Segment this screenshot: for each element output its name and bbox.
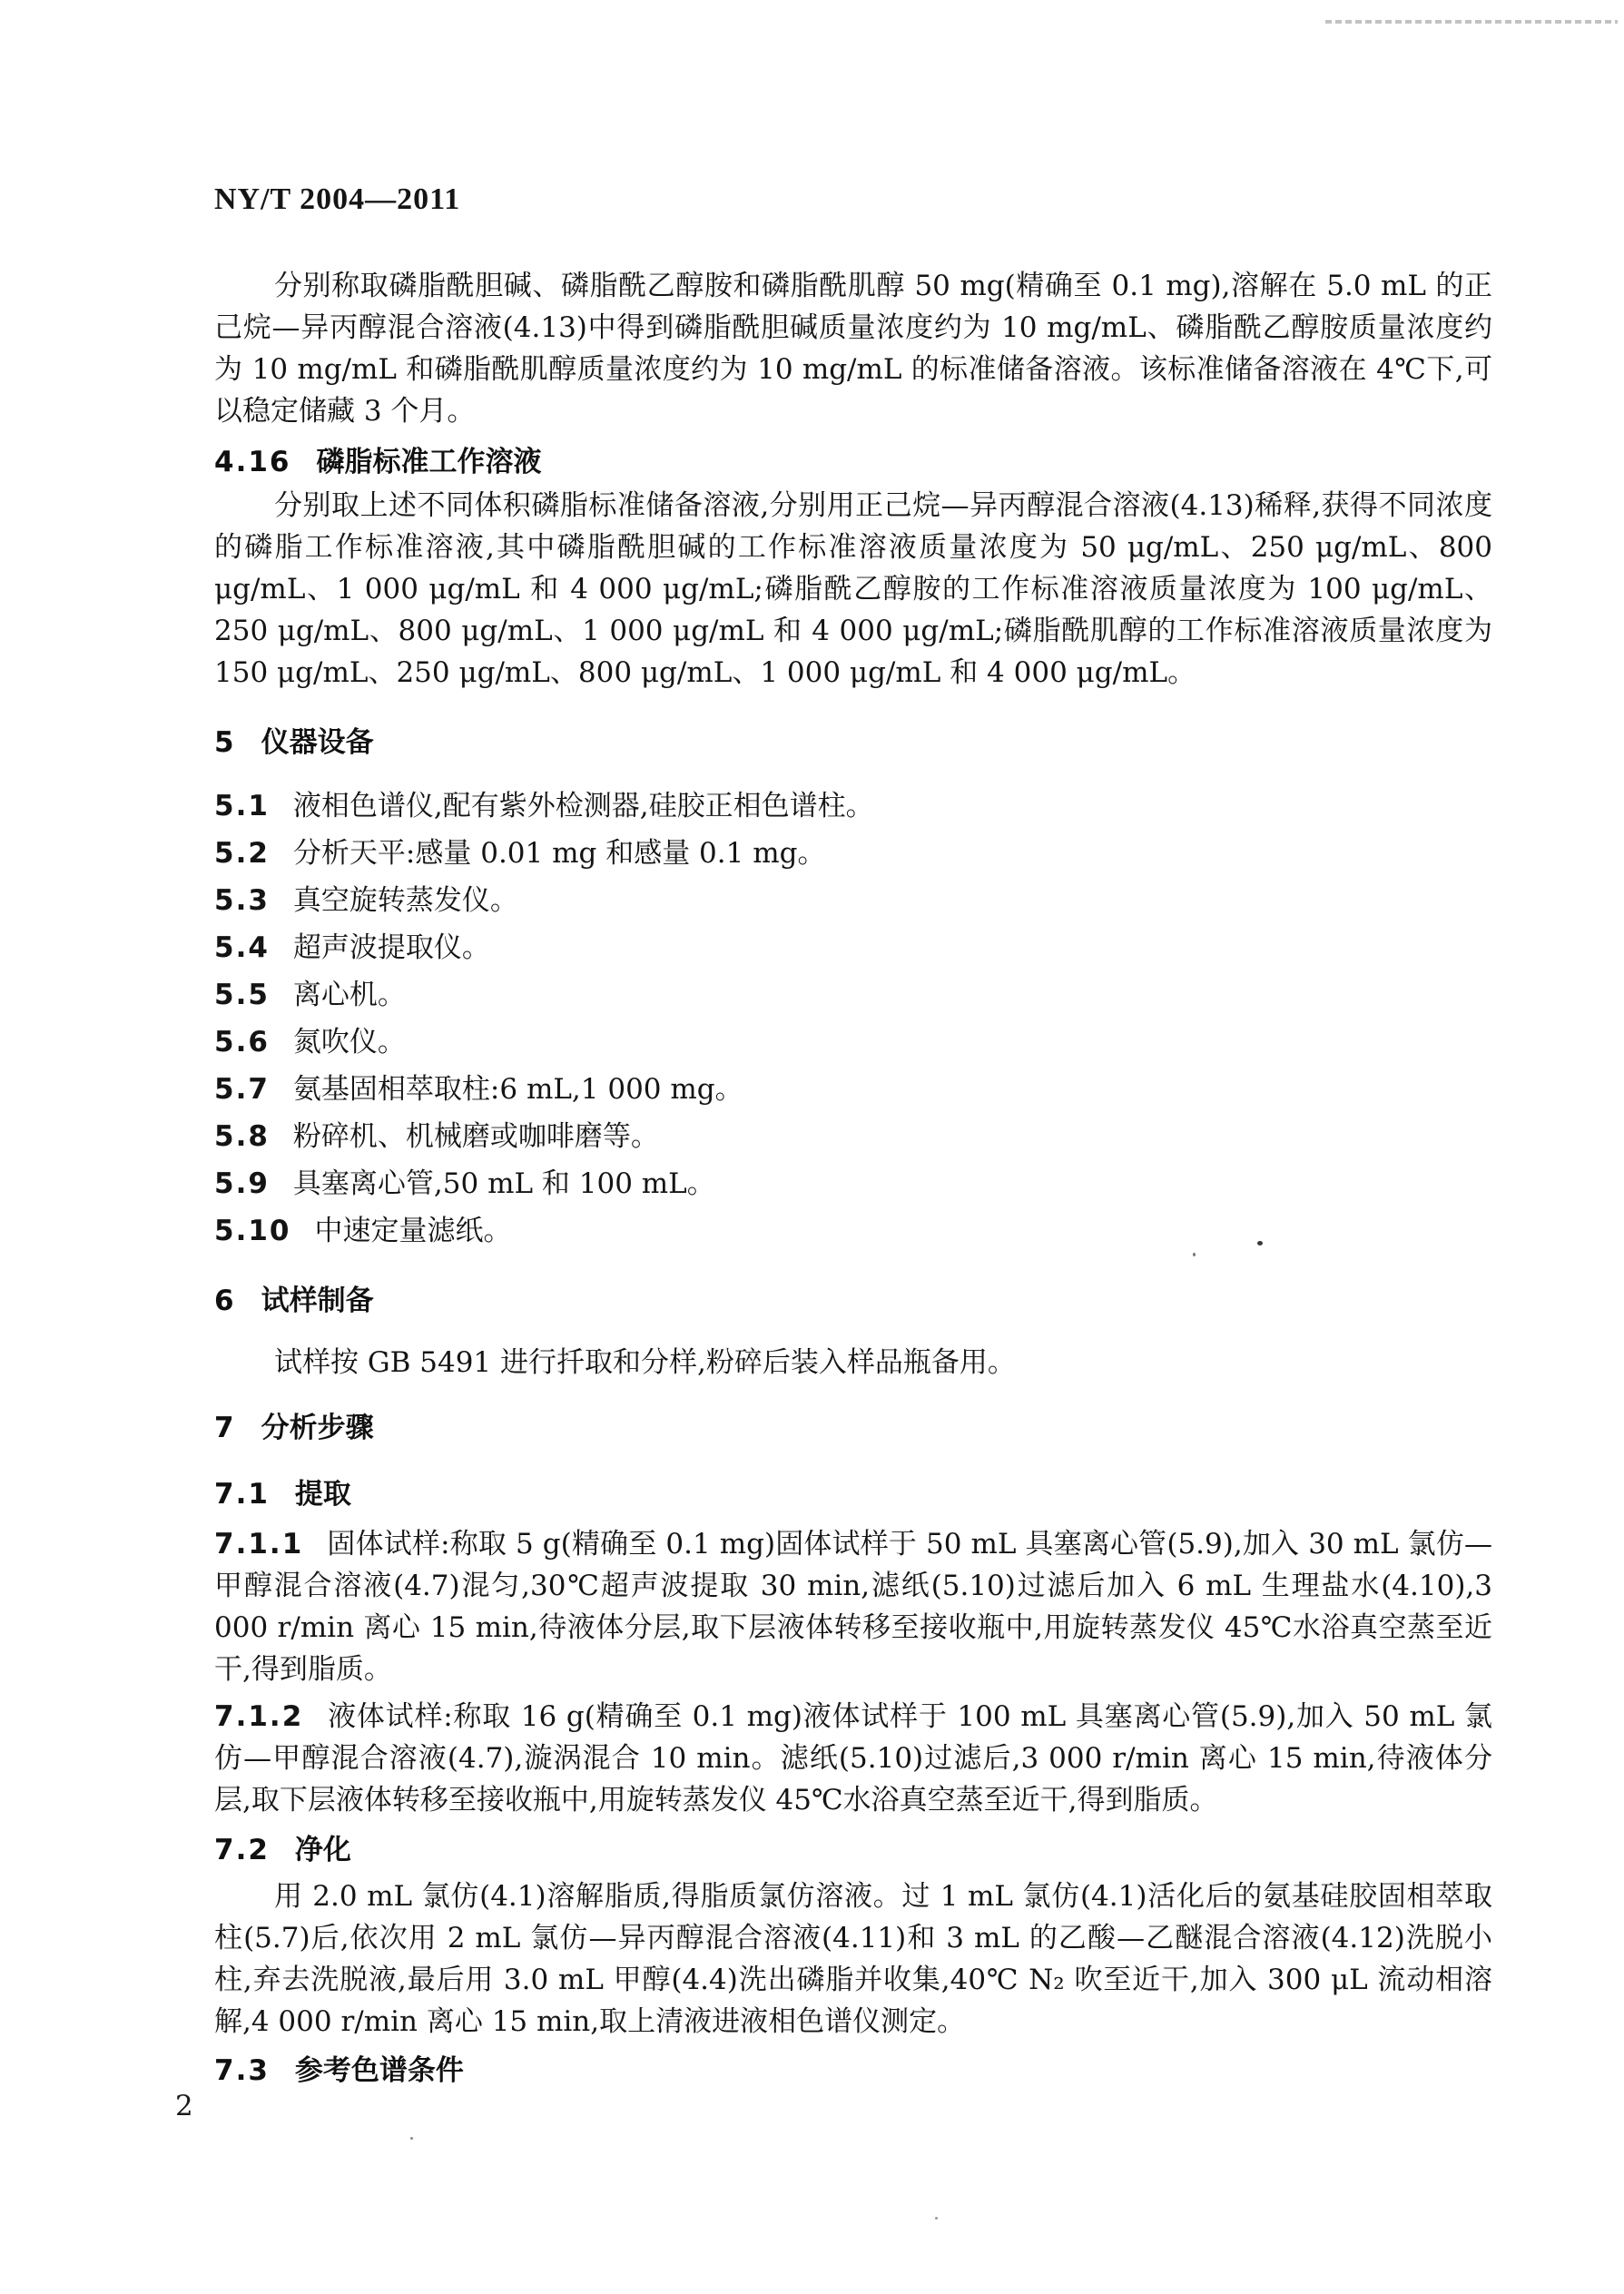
clause-number: 7.1.1 — [214, 1528, 304, 1561]
clause-number: 5.10 — [214, 1215, 291, 1247]
clause-text: 粉碎机、机械磨或咖啡磨等。 — [292, 1120, 659, 1153]
standard-code: NY/T 2004—2011 — [214, 182, 461, 216]
clause-text: 固体试样:称取 5 g(精确至 0.1 mg)固体试样于 50 mL 具塞离心管(5.9),加入 30 mL 氯仿—甲醇混合溶液(4.7)混匀,30℃超声波提取 30 min,滤纸(5.10)过滤后加入 6 mL 生理盐水(4.10),3 000 r/min 离心 15 min,待液体分层,取下层液体转移至接收瓶中,用旋转蒸发仪 45℃水浴真空蒸至近干,得到脂质。 — [214, 1528, 1492, 1686]
paragraph-sample-preparation: 试样按 GB 5491 进行扦取和分样,粉碎后装入样品瓶备用。 — [274, 1346, 1016, 1379]
clause-text: 分析天平:感量 0.01 mg 和感量 0.1 mg。 — [292, 837, 826, 870]
heading-5-equipment — [214, 722, 1492, 763]
clause-text: 液体试样:称取 16 g(精确至 0.1 mg)液体试样于 100 mL 具塞离心管(5.9),加入 50 mL 氯仿—甲醇混合溶液(4.7),漩涡混合 10 min。滤纸(5.10)过滤后,3 000 r/min 离心 15 min,待液体分层,取下层液体转移至接收瓶中,用旋转蒸发仪 45℃水浴真空蒸至近干,得到脂质。 — [214, 1700, 1492, 1816]
clause-text: 真空旋转蒸发仪。 — [292, 884, 518, 917]
heading-title: 参考色谱条件 — [294, 2054, 464, 2087]
clause-number: 5.8 — [214, 1120, 270, 1153]
heading-7-analysis-steps — [214, 1407, 1492, 1449]
clause-text: 液相色谱仪,配有紫外检测器,硅胶正相色谱柱。 — [292, 790, 874, 822]
clause-5-5 — [214, 974, 1492, 1016]
heading-title: 分析步骤 — [261, 1412, 374, 1444]
heading-title: 试样制备 — [261, 1285, 374, 1317]
heading-7-3-chromatographic-conditions — [214, 2050, 1492, 2092]
heading-7-2-purification — [214, 1829, 1492, 1871]
clause-5-2 — [214, 832, 1492, 874]
clause-5-8 — [214, 1116, 1492, 1157]
heading-title: 净化 — [294, 1834, 351, 1866]
clause-text: 氨基固相萃取柱:6 mL,1 000 mg。 — [292, 1073, 743, 1106]
clause-5-4 — [214, 927, 1492, 969]
heading-title: 提取 — [294, 1478, 351, 1511]
clause-5-7 — [214, 1068, 1492, 1110]
clause-7-1-1 — [214, 1523, 1492, 1690]
heading-number: 6 — [214, 1285, 236, 1317]
page-content — [214, 0, 1492, 2092]
clause-5-1 — [214, 785, 1492, 827]
clause-text: 氮吹仪。 — [292, 1026, 406, 1058]
clause-text: 超声波提取仪。 — [292, 931, 490, 964]
paragraph-purification: 用 2.0 mL 氯仿(4.1)溶解脂质,得脂质氯仿溶液。过 1 mL 氯仿(4.1)活化后的氨基硅胶固相萃取柱(5.7)后,依次用 2 mL 氯仿—异丙醇混合溶液(4.11)和 3 mL 的乙酸—乙醚混合溶液(4.12)洗脱小柱,弃去洗脱液,最后用 3.0 mL 甲醇(4.4)洗出磷脂并收集,40℃ N₂ 吹至近干,加入 300 μL 流动相溶解,4 000 r/min 离心 15 min,取上清液进液相色谱仪测定。 — [214, 1880, 1492, 2038]
clause-text: 离心机。 — [292, 979, 406, 1011]
clause-number: 7.1.2 — [214, 1700, 304, 1733]
scan-speck — [410, 2137, 413, 2140]
heading-number: 5 — [214, 726, 236, 759]
heading-number: 7.1 — [214, 1478, 270, 1511]
clause-text: 具塞离心管,50 mL 和 100 mL。 — [292, 1167, 715, 1200]
clause-number: 5.2 — [214, 837, 270, 870]
heading-4-16 — [214, 441, 1492, 483]
clause-number: 5.1 — [214, 790, 270, 822]
clause-number: 5.7 — [214, 1073, 270, 1106]
heading-7-1-extraction — [214, 1473, 1492, 1515]
page-number: 2 — [175, 2090, 193, 2122]
heading-number: 7.2 — [214, 1834, 270, 1866]
clause-text: 中速定量滤纸。 — [314, 1215, 512, 1247]
clause-number: 5.6 — [214, 1026, 270, 1058]
heading-title: 磷脂标准工作溶液 — [316, 446, 542, 478]
paragraph-working-solution: 分别取上述不同体积磷脂标准储备溶液,分别用正己烷—异丙醇混合溶液(4.13)稀释,获得不同浓度的磷脂工作标准溶液,其中磷脂酰胆碱的工作标准溶液质量浓度为 50 μg/mL、250 μg/mL、800 μg/mL、1 000 μg/mL 和 4 000 μg/mL;磷脂酰乙醇胺的工作标准溶液质量浓度为 100 μg/mL、250 μg/mL、800 μg/mL、1 000 μg/mL 和 4 000 μg/mL;磷脂酰肌醇的工作标准溶液质量浓度为 150 μg/mL、250 μg/mL、800 μg/mL、1 000 μg/mL 和 4 000 μg/mL。 — [214, 489, 1492, 689]
heading-title: 仪器设备 — [261, 726, 374, 759]
heading-6-sample-preparation — [214, 1280, 1492, 1322]
clause-5-10 — [214, 1210, 1492, 1252]
scan-speck — [935, 2217, 938, 2220]
heading-number: 7.3 — [214, 2054, 270, 2087]
clause-5-3 — [214, 880, 1492, 921]
clause-number: 5.5 — [214, 979, 270, 1011]
clause-number: 5.9 — [214, 1167, 270, 1200]
clause-number: 5.3 — [214, 884, 270, 917]
heading-number: 4.16 — [214, 446, 291, 478]
heading-number: 7 — [214, 1412, 236, 1444]
clause-number: 5.4 — [214, 931, 270, 964]
clause-5-6 — [214, 1021, 1492, 1063]
paragraph-stock-solution: 分别称取磷脂酰胆碱、磷脂酰乙醇胺和磷脂酰肌醇 50 mg(精确至 0.1 mg),溶解在 5.0 mL 的正己烷—异丙醇混合溶液(4.13)中得到磷脂酰胆碱质量浓度约为 10 mg/mL、磷脂酰乙醇胺质量浓度约为 10 mg/mL 和磷脂酰肌醇质量浓度约为 10 mg/mL 的标准储备溶液。该标准储备溶液在 4℃下,可以稳定储藏 3 个月。 — [214, 270, 1492, 428]
clause-7-1-2 — [214, 1696, 1492, 1821]
clause-5-9 — [214, 1163, 1492, 1205]
